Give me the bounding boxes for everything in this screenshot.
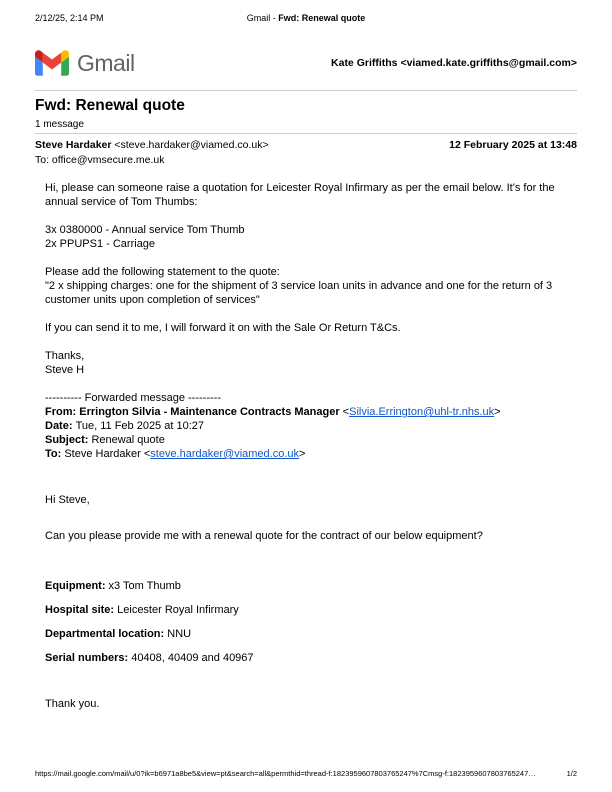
header-divider [35,90,577,91]
forwarded-greeting: Hi Steve, [45,494,90,506]
subject-label: Subject: [45,434,92,446]
forwarded-subject-line [45,433,577,447]
forwarded-request: Can you please provide me with a renewal quote for the contract of our below equipment? [45,530,483,542]
bracket-open: < [140,448,151,460]
forwarded-date-line [45,419,577,433]
subject-value: Renewal quote [91,434,165,446]
print-page-number: 1/2 [566,769,577,778]
print-header [35,13,577,25]
to-name: Steve Hardaker [64,448,141,460]
from-name: Errington Silvia - Maintenance Contracts Manager [79,406,340,418]
forwarded-to-line [45,447,577,461]
message-count: 1 message [35,119,84,130]
subject-divider [35,133,577,134]
gmail-logo-text: Gmail [77,49,135,76]
field-label: Serial numbers: [45,652,129,664]
email-subject: Fwd: Renewal quote [35,97,185,114]
forwarded-message-header [45,391,577,461]
print-title-subject: Fwd: Renewal quote [278,13,366,23]
bracket-open: < [339,406,350,418]
shipping-statement: "2 x shipping charges: one for the shipment of 3 service loan units in advance and one for the return of 3 customer units upon completion of services" [45,280,553,306]
account-owner: Kate Griffiths <viamed.kate.griffiths@gmail.com> [331,57,577,69]
sender-name: Steve Hardaker [35,139,112,151]
to-email-link[interactable]: steve.hardaker@viamed.co.uk [150,448,300,460]
recipient-line: To: office@vmsecure.me.uk [35,154,165,166]
field-value: NNU [164,628,192,640]
bracket-close: > [494,406,501,418]
gmail-logo [35,50,135,77]
message-date: 12 February 2025 at 13:48 [449,139,577,151]
field-label: Departmental location: [45,628,165,640]
field-label: Hospital site: [45,604,115,616]
gmail-m-icon [35,50,69,76]
field-value: Leicester Royal Infirmary [114,604,239,616]
serial-numbers-field [45,651,577,665]
print-timestamp: 2/12/25, 2:14 PM [35,13,104,23]
from-label: From: [45,406,80,418]
quote-item-2: 2x PPUPS1 - Carriage [45,238,156,250]
print-title-prefix: Gmail - [246,13,279,23]
subject-block [35,97,577,130]
department-field [45,627,577,641]
sender [35,139,269,151]
body-paragraph: Hi, please can someone raise a quotation for Leicester Royal Infirmary as per the email below. It's for the annual service of Tom Thumbs: [45,182,555,208]
print-page-title [35,13,577,23]
bracket-close: > [299,448,306,460]
print-footer [35,769,577,778]
equipment-field [45,579,577,593]
signoff-name: Steve H [45,364,85,376]
from-email-link[interactable]: Silvia.Errington@uhl-tr.nhs.uk [349,406,495,418]
quote-item-1: 3x 0380000 - Annual service Tom Thumb [45,224,245,236]
field-value: 40408, 40409 and 40967 [128,652,254,664]
message-header [35,139,577,166]
sender-email: <steve.hardaker@viamed.co.uk> [111,139,269,151]
date-value: Tue, 11 Feb 2025 at 10:27 [75,420,204,432]
gmail-header [35,46,577,80]
send-request: If you can send it to me, I will forward it on with the Sale Or Return T&Cs. [45,322,401,334]
signoff-thanks: Thanks, [45,350,85,362]
forwarded-divider: ---------- Forwarded message --------- [45,392,221,404]
message-body [45,181,577,725]
hospital-site-field [45,603,577,617]
equipment-details [45,579,577,665]
to-label: To: [45,448,65,460]
statement-intro: Please add the following statement to the quote: [45,266,280,278]
forwarded-from-line [45,405,577,419]
sender-row [35,139,577,151]
field-value: x3 Tom Thumb [105,580,181,592]
print-footer-url: https://mail.google.com/mail/u/0?ik=b6971a8be5&view=pt&search=all&permthid=thread-f:1823959607803765247%7Cmsg-f:1823959607803765247… [35,769,536,778]
forwarded-closing: Thank you. [45,698,100,710]
date-label: Date: [45,420,76,432]
field-label: Equipment: [45,580,106,592]
